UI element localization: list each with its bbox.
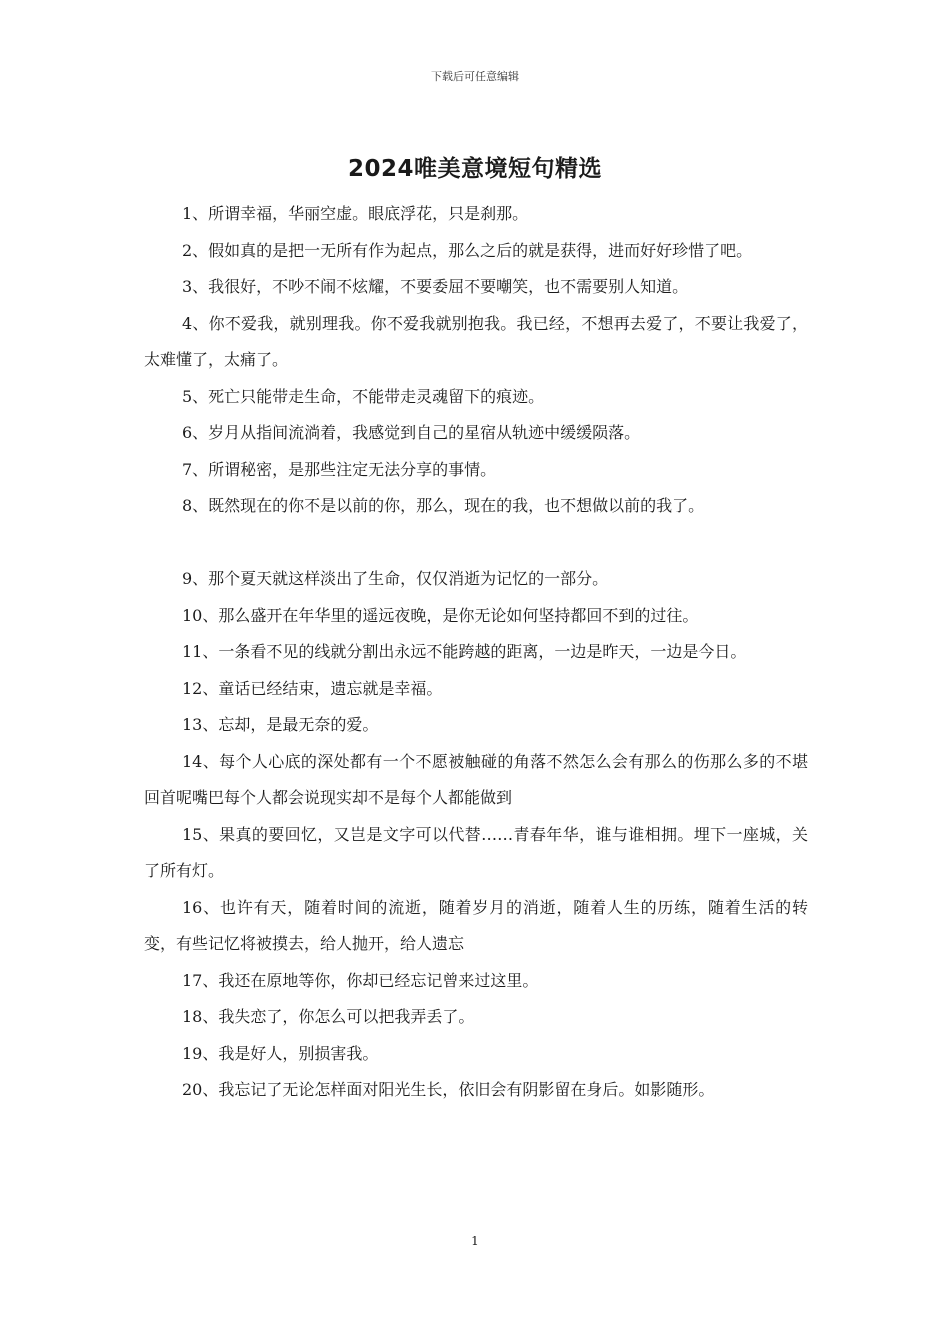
document-title: 2024唯美意境短句精选 xyxy=(347,156,602,182)
list-item: 12、童话已经结束，遗忘就是幸福。 xyxy=(182,678,443,698)
page-number: 1 xyxy=(471,1234,479,1248)
list-item: 13、忘却，是最无奈的爱。 xyxy=(182,715,379,734)
list-item: 16、也许有天，随着时间的流逝，随着岁月的消逝，随着人生的历练，随着生活的转变，有些记忆将被摸去，给人抛开，给人遗忘 xyxy=(144,897,808,953)
list-item: 9、那个夏天就这样淡出了生命，仅仅消逝为记忆的一部分。 xyxy=(182,569,609,588)
list-item: 10、那么盛开在年华里的遥远夜晚，是你无论如何坚持都回不到的过往。 xyxy=(182,605,699,625)
blank-line xyxy=(144,525,808,562)
list-item: 19、我是好人，别损害我。 xyxy=(182,1043,379,1063)
list-item: 2、假如真的是把一无所有作为起点，那么之后的就是获得，进而好好珍惜了吧。 xyxy=(182,240,753,260)
list-item: 7、所谓秘密，是那些注定无法分享的事情。 xyxy=(182,459,497,479)
list-item: 4、你不爱我，就别理我。你不爱我就别抱我。我已经，不想再去爱了，不要让我爱了，太难懂了，太痛了。 xyxy=(144,313,808,369)
header-note: 下载后可任意编辑 xyxy=(431,70,519,83)
list-item: 3、我很好，不吵不闹不炫耀，不要委屈不要嘲笑，也不需要别人知道。 xyxy=(182,277,689,296)
list-item: 20、我忘记了无论怎样面对阳光生长，依旧会有阴影留在身后。如影随形。 xyxy=(182,1080,715,1099)
list-item: 11、一条看不见的线就分割出永远不能跨越的距离，一边是昨天，一边是今日。 xyxy=(182,642,747,661)
list-item: 8、既然现在的你不是以前的你，那么，现在的我，也不想做以前的我了。 xyxy=(182,496,705,515)
list-item: 15、果真的要回忆，又岂是文字可以代替……青春年华，谁与谁相拥。埋下一座城，关了所有灯。 xyxy=(144,824,808,880)
list-item: 5、死亡只能带走生命，不能带走灵魂留下的痕迹。 xyxy=(182,386,545,406)
list-item: 18、我失恋了，你怎么可以把我弄丢了。 xyxy=(182,1007,475,1026)
list-item: 17、我还在原地等你，你却已经忘记曾来过这里。 xyxy=(182,970,539,990)
list-item: 14、每个人心底的深处都有一个不愿被触碰的角落不然怎么会有那么的伤那么多的不堪回首呢嘴巴每个人都会说现实却不是每个人都能做到 xyxy=(144,751,808,807)
list-item: 6、岁月从指间流淌着，我感觉到自己的星宿从轨迹中缓缓陨落。 xyxy=(182,423,641,442)
document-body xyxy=(144,196,808,1109)
list-item: 1、所谓幸福，华丽空虚。眼底浮花，只是刹那。 xyxy=(182,204,529,223)
